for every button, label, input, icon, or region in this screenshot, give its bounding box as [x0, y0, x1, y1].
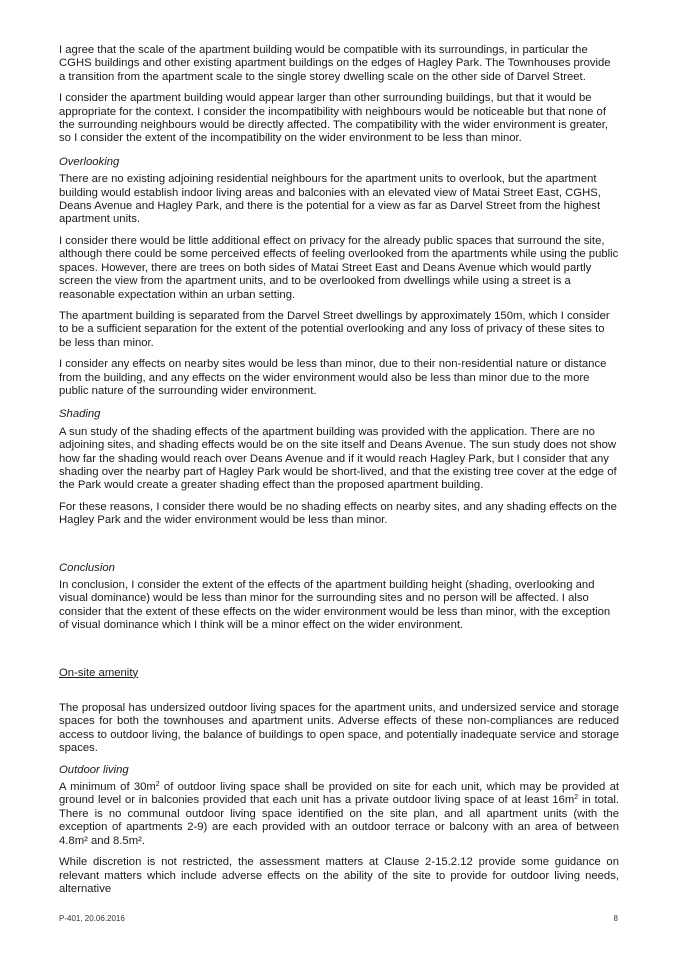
body-column: [59, 44, 619, 904]
section-heading-shading: Shading: [59, 408, 101, 421]
paragraph: A sun study of the shading effects of the apartment building was provided with the application. There are no adjoining sites, and shading effects would be on the site itself and Deans Avenue. The sun study does not show how far the shading would reach over Deans Avenue and if it would reach Hagley Park, but I consider that any shading over the nearby part of Hagley Park would be short-lived, and that the existing tree cover at the edge of the Park would create a greater shading effect than the proposed apartment building.: [59, 425, 617, 492]
footer-document-reference: P-401, 20.06.2016: [59, 914, 125, 923]
paragraph: There are no existing adjoining residential neighbours for the apartment units to overlook, but the apartment building would establish indoor living areas and balconies with an elevated view of Matai Street East, CGHS, Deans Avenue and Hagley Park, and there is the potential for a view as far as Darvel Street from the highest apartment units.: [59, 173, 601, 226]
paragraph: I agree that the scale of the apartment building would be compatible with its surroundings, in particular the CGHS buildings and other existing apartment buildings on the edges of Hagley Park. The Townhouses provide a transition from the apartment scale to the single storey dwelling scale on the other side of Darvel Street.: [59, 44, 611, 83]
paragraph: I consider the apartment building would appear larger than other surrounding buildings, but that it would be appropriate for the context. I consider the incompatibility with neighbours would be noticeable but that none of the surrounding neighbours would be directly affected. The compatibility with the wider environment is greater, so I consider the extent of the incompatibility on the wider environment to be less than minor.: [59, 92, 609, 145]
superscript: 2: [155, 781, 160, 789]
text-run: of outdoor living space shall be provided on site for each unit, which may be provided at ground level or in balconies provided that each unit has a private outdoor living space of at least 16m: [59, 781, 619, 807]
text-run: in total. There is no communal outdoor living space identified on the site plan, and all apartment units (with the exception of apartments 2-9) are each provided with an outdoor terrace or balcony with an area of between 4.8m² and 8.5m².: [59, 794, 620, 847]
section-heading-conclusion: Conclusion: [59, 561, 115, 574]
paragraph: While discretion is not restricted, the assessment matters at Clause 2-15.2.12 provide some guidance on relevant matters which include adverse effects on the ability of the site to provide for outdoor living needs, alternative: [59, 856, 619, 895]
section-heading-overlooking: Overlooking: [59, 155, 120, 168]
section-heading-outdoor-living: Outdoor living: [59, 763, 129, 776]
section-heading-onsite-amenity: On-site amenity: [59, 666, 139, 679]
footer-page-number: 8: [613, 914, 618, 923]
paragraph: The apartment building is separated from the Darvel Street dwellings by approximately 150m, which I consider to be a sufficient separation for the extent of the potential overlooking and any loss of privacy of these sites to be less than minor.: [59, 309, 610, 349]
paragraph-outdoor-living: [59, 781, 619, 848]
paragraph: The proposal has undersized outdoor living spaces for the apartment units, and undersized service and storage spaces for both the townhouses and apartment units. Adverse effects of these non-compliances are reduced access to outdoor living, the balance of buildings to open space, and potentially inadequate service and storage spaces.: [59, 702, 619, 755]
paragraph: I consider any effects on nearby sites would be less than minor, due to their non-residential nature or distance from the building, and any effects on the wider environment would also be less than minor due to the more public nature of the surrounding wider environment.: [59, 358, 607, 397]
text-run: A minimum of 30m: [59, 781, 156, 794]
paragraph: For these reasons, I consider there would be no shading effects on nearby sites, and any shading effects on the Hagley Park and the wider environment would be less than minor.: [59, 500, 617, 527]
paragraph: I consider there would be little additional effect on privacy for the already public spaces that surround the site, although there could be some perceived effects of feeling overlooked from the apartments while using the public spaces. However, there are trees on both sides of Matai Street East and Deans Avenue which would partly screen the view from the apartment units, and to be overlooked from dwellings while using a street is a reasonable expectation within an urban setting.: [59, 234, 619, 301]
superscript: 2: [574, 794, 579, 802]
paragraph: In conclusion, I consider the extent of the effects of the apartment building height (shading, overlooking and visual dominance) would be less than minor for the surrounding sites and no person will be affected. I also consider that the extent of these effects on the wider environment would be less than minor, with the exception of visual dominance which I think will be a minor effect on the wider environment.: [59, 579, 611, 632]
